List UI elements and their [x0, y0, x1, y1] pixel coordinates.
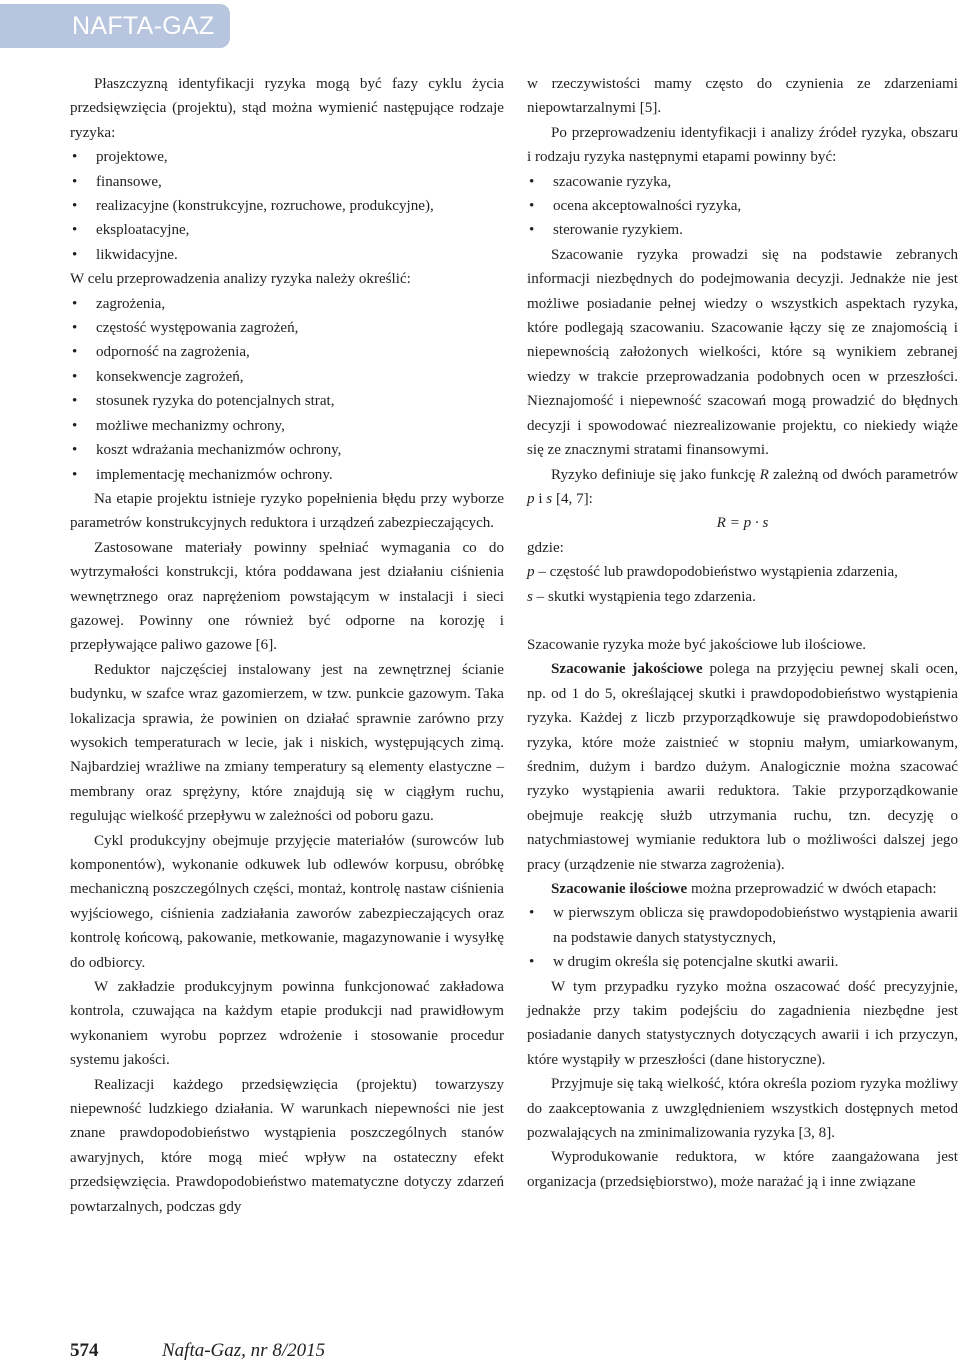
paragraph: Zastosowane materiały powinny spełniać wymagania co do wytrzymałości konstrukcji, która poddawana jest działaniu ciśnienia wewnętrznego oraz naprężeniom powstającym w instalacji i sieci gazowej. Powinny one również być odporne na korozję i przepływające paliwo gazowe [6]. — [70, 539, 504, 654]
list-item: • likwidacyjne. — [70, 243, 504, 267]
list-item: • sterowanie ryzykiem. — [527, 218, 958, 242]
paragraph: Płaszczyzną identyfikacji ryzyka mogą być fazy cyklu życia przedsięwzięcia (projektu), stąd można wymienić następujące rodzaje ryzyka: — [70, 76, 504, 141]
list-item: • konsekwencje zagrożeń, — [70, 365, 504, 389]
list-item: • projektowe, — [70, 145, 504, 169]
qualitative-paragraph: Szacowanie jakościowe polega na przyjęciu pewnej skali ocen, np. od 1 do 5, określającej skutki i prawdopodobieństwo wystąpienia ryzyka. Każdej z liczb przyporządkowuje się prawdopodobieństwo ryzyka, które może zaistnieć w stopniu małym, umiarkowanym, średnim, dużym i bardzo dużym. Analogicznie można szacować ryzyko wystąpienia awarii reduktora. Takie przyporządkowanie obejmuje reakcję służb utrzymania ruchu, tzn. decyzję o natychmiastowej wymianie reduktora lub o możliwości dalszej jego pracy (urządzenie nie stwarza zagrożenia). — [527, 661, 958, 873]
left-column — [70, 72, 504, 1219]
list-item: • implementację mechanizmów ochrony. — [70, 463, 504, 487]
list-item: • odporność na zagrożenia, — [70, 340, 504, 364]
definition-p: p – częstość lub prawdopodobieństwo wystąpienia zdarzenia, — [527, 564, 898, 581]
right-column — [527, 72, 958, 1194]
list-item: • stosunek ryzyka do potencjalnych strat, — [70, 389, 504, 413]
list-item: • w drugim określa się potencjalne skutki awarii. — [527, 950, 958, 974]
definition-s: s – skutki wystąpienia tego zdarzenia. — [527, 588, 756, 605]
paragraph: Szacowanie ryzyka prowadzi się na podstawie zebranych informacji niezbędnych do podejmowania decyzji. Jednakże nie jest możliwe posiadanie pełnej wiedzy o wszystkich aspektach ryzyka, które podlegają szacowaniu. Szacowanie łączy się ze znajomością i niepewnością założonych wielkości, które są wynikiem zebranej wiedzy w trakcie przeprowadzania podobnych ocen w przeszłości. Nieznajomość i niepewność szacowań mogą prowadzić do błędnych decyzji i spowodować niezrealizowanie projektu, co niekiedy wiąże się ze znacznymi stratami finansowymi. — [527, 246, 958, 459]
paragraph: Realizacji każdego przedsięwzięcia (projektu) towarzyszy niepewność ludzkiego działania. W warunkach niepewności nie jest znane prawdopodobieństwo wystąpienia poszczególnych stanów awaryjnych, które mogą mieć wpływ na ostateczny efekt przedsięwzięcia. Prawdopodobieństwo matematyczne dotyczy zdarzeń powtarzalnych, podczas gdy — [70, 1076, 504, 1215]
paragraph: W zakładzie produkcyjnym powinna funkcjonować zakładowa kontrola, czuwająca na każdym etapie produkcji nad prawidłowym wykonaniem wyrobu poprzez wdrożenie i stosowanie procedur systemu jakości. — [70, 979, 504, 1069]
where-label: gdzie: — [527, 539, 564, 556]
quantitative-stages-list — [527, 901, 958, 974]
paragraph: W tym przypadku ryzyko można oszacować dość precyzyjnie, jednakże przy takim podejściu do zagadnienia niezbędne jest posiadanie danych statystycznych dotyczących awarii i ich przyczyn, które wystąpiły w przeszłości (dane historyczne). — [527, 978, 958, 1068]
paragraph: Szacowanie ryzyka może być jakościowe lub ilościowe. — [527, 636, 867, 653]
paragraph: W celu przeprowadzenia analizy ryzyka należy określić: — [70, 271, 411, 288]
paragraph: Wyprodukowanie reduktora, w które zaangażowana jest organizacja (przedsiębiorstwo), może narażać ją i inne związane — [527, 1149, 958, 1190]
page-number: 574 — [70, 1340, 99, 1361]
risk-stages-list — [527, 170, 958, 243]
list-item: • częstość występowania zagrożeń, — [70, 316, 504, 340]
list-item: • realizacyjne (konstrukcyjne, rozruchowe, produkcyjne), — [70, 194, 504, 218]
list-item: • w pierwszym oblicza się prawdopodobieństwo wystąpienia awarii na podstawie danych statystycznych, — [527, 901, 958, 950]
list-item: • szacowanie ryzyka, — [527, 170, 958, 194]
paragraph: Cykl produkcyjny obejmuje przyjęcie materiałów (surowców lub komponentów), wykonanie odkuwek lub odlewów korpusu, obróbkę mechaniczną poszczególnych części, montaż, kontrolę nastaw ciśnienia wyjściowego, ciśnienia zadziałania zaworów zabezpieczających oraz kontrolę końcową, pakowanie, metkowanie, magazynowanie i wysyłkę do odbiorcy. — [70, 832, 504, 971]
list-item: • ocena akceptowalności ryzyka, — [527, 194, 958, 218]
paragraph: Reduktor najczęściej instalowany jest na zewnętrznej ścianie budynku, w szafce wraz gazomierzem, w tzw. punkcie gazowym. Taka lokalizacja sprawia, że powinien on działać sprawnie zarówno przy wysokich temperaturach w lecie, jak i niskich, występujących zimą. Najbardziej wrażliwe na zmiany temperatury są elementy elastyczne – membrany oraz sprężyny, które znajdują się w ciągłym ruchu, regulując wielkość przepływu w zależności od poboru gazu. — [70, 661, 504, 825]
list-item: • zagrożenia, — [70, 292, 504, 316]
analysis-items-list — [70, 292, 504, 487]
quantitative-paragraph: Szacowanie ilościowe można przeprowadzić w dwóch etapach: — [551, 881, 937, 897]
risk-formula: R = p · s — [716, 515, 769, 532]
list-item: • eksploatacyjne, — [70, 218, 504, 242]
paragraph: Na etapie projektu istnieje ryzyko popełnienia błędu przy wyborze parametrów konstrukcyjnych reduktora i urządzeń zabezpieczających. — [70, 490, 504, 532]
lifecycle-risk-list — [70, 145, 504, 267]
journal-citation: Nafta-Gaz, nr 8/2015 — [162, 1340, 326, 1361]
paragraph: Przyjmuje się taką wielkość, która określa poziom ryzyka możliwy do zaakceptowania z uwzględnieniem wszystkich dostępnych metod pozwalających na zminimalizowania ryzyka [3, 8]. — [527, 1076, 958, 1142]
risk-definition-paragraph: Ryzyko definiuje się jako funkcję R zależną od dwóch parametrów p i s [4, 7]: — [527, 466, 958, 507]
paragraph: w rzeczywistości mamy często do czynienia ze zdarzeniami niepowtarzalnymi [5]. — [527, 76, 958, 117]
journal-header-title: NAFTA-GAZ — [72, 12, 215, 40]
header-tab — [0, 4, 230, 48]
list-item: • możliwe mechanizmy ochrony, — [70, 414, 504, 438]
list-item: • finansowe, — [70, 170, 504, 194]
paragraph: Po przeprowadzeniu identyfikacji i analizy źródeł ryzyka, obszaru i rodzaju ryzyka następnymi etapami powinny być: — [527, 124, 958, 166]
list-item: • koszt wdrażania mechanizmów ochrony, — [70, 438, 504, 462]
